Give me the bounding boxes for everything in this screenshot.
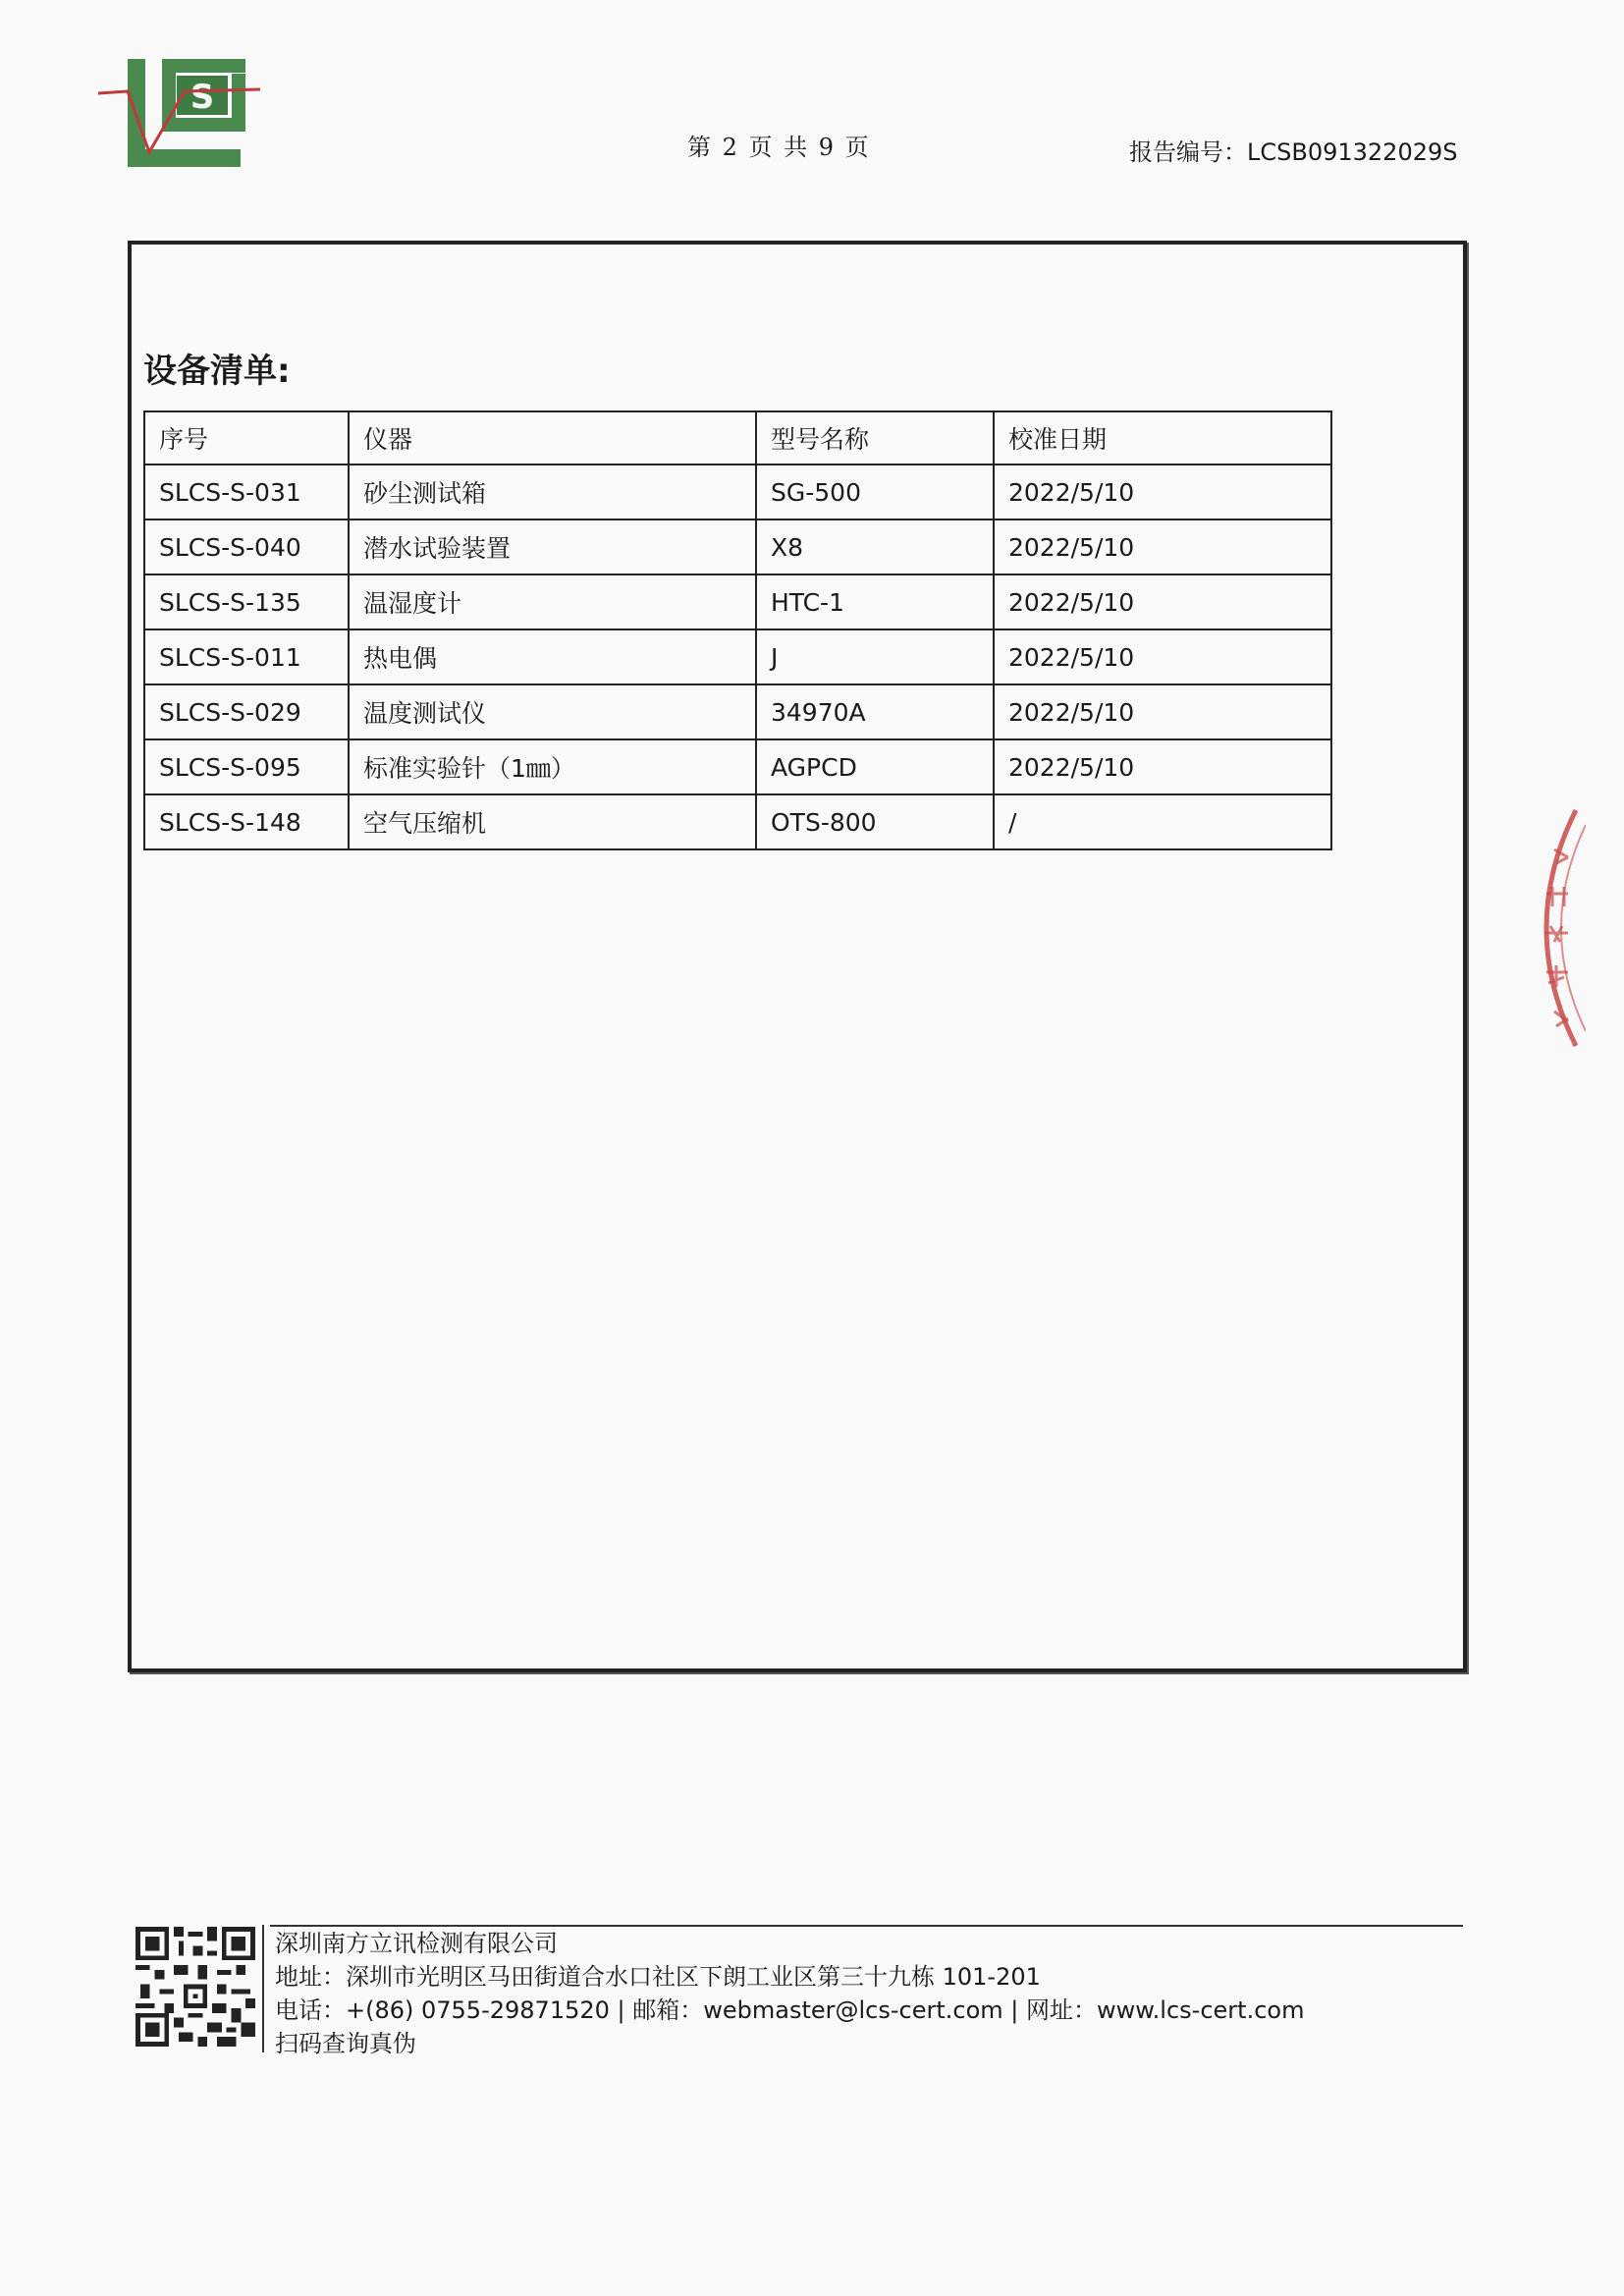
footer-company: 深圳南方立讯检测有限公司 bbox=[275, 1930, 558, 1957]
seal-stamp-partial bbox=[1517, 800, 1586, 1056]
cell-calibration-date: 2022/5/10 bbox=[994, 574, 1331, 629]
table-row bbox=[144, 629, 1331, 684]
table-row bbox=[144, 794, 1331, 849]
cell-calibration-date: 2022/5/10 bbox=[994, 739, 1331, 794]
svg-text:S: S bbox=[189, 78, 215, 117]
header-cell-instrument: 仪器 bbox=[349, 411, 756, 465]
table-header-row bbox=[144, 411, 1331, 465]
footer-address: 地址：深圳市光明区马田街道合水口社区下朗工业区第三十九栋 101-201 bbox=[275, 1963, 1041, 1991]
lcs-logo bbox=[98, 54, 260, 177]
footer-contact: 电话：+(86) 0755-29871520 | 邮箱：webmaster@lcs-cert.com | 网址：www.lcs-cert.com bbox=[275, 1996, 1305, 2024]
cell-calibration-date: / bbox=[994, 794, 1331, 849]
header-cell-calibration-date: 校准日期 bbox=[994, 411, 1331, 465]
cell-calibration-date: 2022/5/10 bbox=[994, 684, 1331, 739]
cell-model: AGPCD bbox=[756, 739, 994, 794]
cell-serial: SLCS-S-135 bbox=[144, 574, 349, 629]
cell-instrument: 砂尘测试箱 bbox=[349, 465, 756, 519]
cell-calibration-date: 2022/5/10 bbox=[994, 629, 1331, 684]
header-cell-model: 型号名称 bbox=[756, 411, 994, 465]
cell-model: X8 bbox=[756, 519, 994, 574]
cell-serial: SLCS-S-040 bbox=[144, 519, 349, 574]
footer-vertical-divider bbox=[262, 1925, 264, 2052]
cell-serial: SLCS-S-148 bbox=[144, 794, 349, 849]
cell-serial: SLCS-S-011 bbox=[144, 629, 349, 684]
table-row bbox=[144, 684, 1331, 739]
cell-instrument: 标准实验针（1㎜） bbox=[349, 739, 756, 794]
equipment-table bbox=[143, 410, 1332, 850]
cell-instrument: 温湿度计 bbox=[349, 574, 756, 629]
cell-instrument: 潜水试验装置 bbox=[349, 519, 756, 574]
page-indicator: 第 2 页 共 9 页 bbox=[687, 134, 871, 161]
header-cell-serial: 序号 bbox=[144, 411, 349, 465]
cell-instrument: 空气压缩机 bbox=[349, 794, 756, 849]
cell-model: J bbox=[756, 629, 994, 684]
cell-serial: SLCS-S-095 bbox=[144, 739, 349, 794]
footer-info bbox=[275, 1927, 1304, 2060]
cell-model: HTC-1 bbox=[756, 574, 994, 629]
cell-serial: SLCS-S-031 bbox=[144, 465, 349, 519]
cell-instrument: 温度测试仪 bbox=[349, 684, 756, 739]
section-title: 设备清单: bbox=[143, 352, 291, 391]
table-row bbox=[144, 465, 1331, 519]
footer-verify-hint: 扫码查询真伪 bbox=[275, 2030, 416, 2057]
table-row bbox=[144, 739, 1331, 794]
cell-calibration-date: 2022/5/10 bbox=[994, 519, 1331, 574]
cell-model: SG-500 bbox=[756, 465, 994, 519]
report-number: 报告编号：LCSB091322029S bbox=[1129, 138, 1458, 166]
table-row bbox=[144, 574, 1331, 629]
cell-model: 34970A bbox=[756, 684, 994, 739]
cell-instrument: 热电偶 bbox=[349, 629, 756, 684]
cell-model: OTS-800 bbox=[756, 794, 994, 849]
qr-code-icon bbox=[135, 1927, 255, 2047]
cell-serial: SLCS-S-029 bbox=[144, 684, 349, 739]
cell-calibration-date: 2022/5/10 bbox=[994, 465, 1331, 519]
table-row bbox=[144, 519, 1331, 574]
